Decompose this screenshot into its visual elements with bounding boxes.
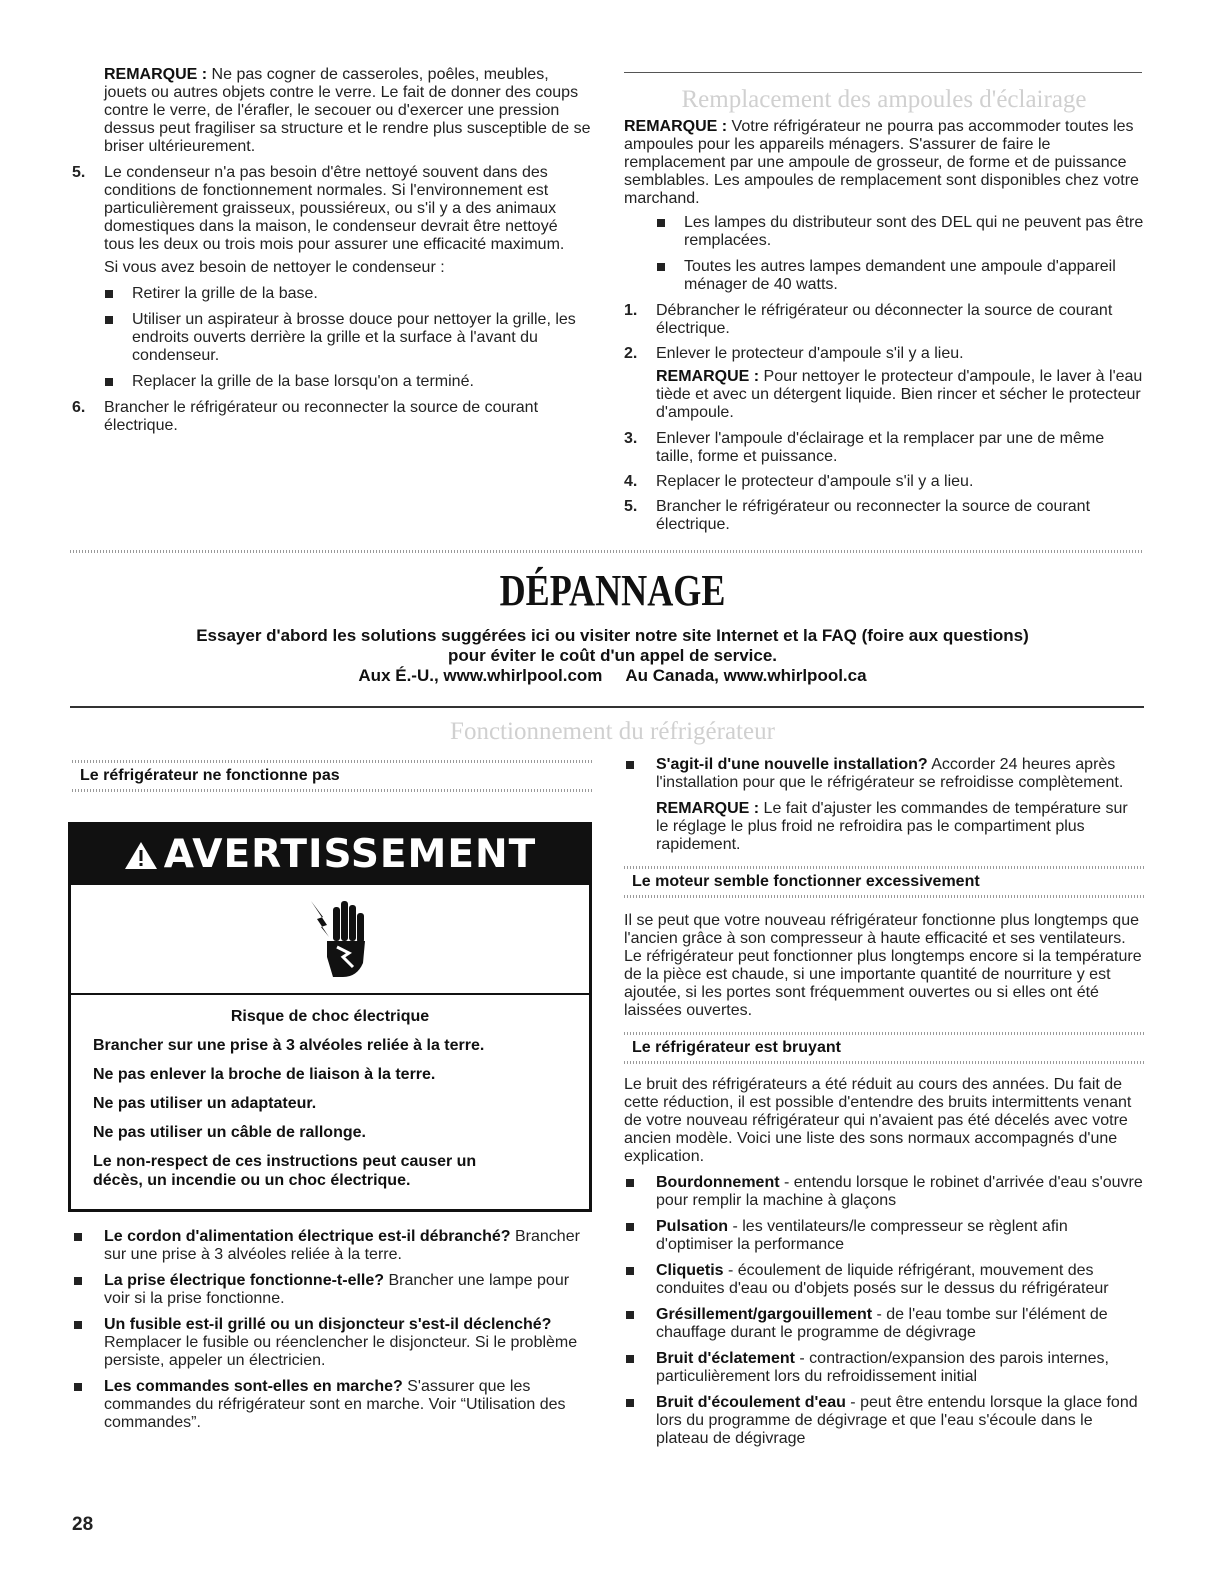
hatched-divider xyxy=(624,895,1144,898)
divider xyxy=(624,72,1142,73)
bullet-icon xyxy=(626,1223,634,1231)
step-number: 6. xyxy=(72,399,86,416)
electric-shock-hand-icon xyxy=(307,897,371,981)
bullet-text: Utiliser un aspirateur à brosse douce pour nettoyer la grille, les endroits ouverts derrière la grille et la surface à l'avant du condenseur. xyxy=(132,311,576,364)
step-number: 4. xyxy=(624,473,638,490)
step-number: 3. xyxy=(624,430,638,447)
step-number: 5. xyxy=(72,164,86,181)
power-checklist xyxy=(72,1228,592,1432)
step-4 xyxy=(624,473,1144,491)
list-item xyxy=(72,1272,592,1308)
bullet-icon xyxy=(626,1179,634,1187)
bullet-question: S'agit-il d'une nouvelle installation? xyxy=(656,756,928,773)
note-label: REMARQUE : xyxy=(656,800,760,817)
paragraph: Le bruit des réfrigérateurs a été réduit au cours des années. Du fait de cette réduction, il est possible d'entendre des bruits intermittents venant de votre nouveau réfrigérateur qui n'avaient pas été décelés avec votre ancien modèle. Voici une liste des sons normaux accompagnés d'une explication. xyxy=(624,1076,1132,1165)
warning-line: Ne pas utiliser un câble de rallonge. xyxy=(93,1124,366,1141)
list-item xyxy=(624,756,1144,792)
section-title: Fonctionnement du réfrigérateur xyxy=(450,718,775,745)
step-subtext: Si vous avez besoin de nettoyer le condenseur : xyxy=(104,259,445,276)
left-top-column xyxy=(72,66,592,435)
noise-text: - les ventilateurs/le compresseur se règlent afin d'optimiser la performance xyxy=(656,1218,1068,1253)
note-label: REMARQUE : xyxy=(624,118,728,135)
subheading-block xyxy=(624,866,1144,898)
warning-line: Risque de choc électrique xyxy=(230,1008,430,1025)
noise-name: Cliquetis xyxy=(656,1262,724,1279)
bullet-question: Un fusible est-il grillé ou un disjoncteur s'est-il déclenché? xyxy=(104,1316,552,1333)
noise-text: - contraction/expansion des parois internes, particulièrement lors du refroidissement initial xyxy=(656,1350,1109,1385)
step-text: Enlever le protecteur d'ampoule s'il y a lieu. xyxy=(656,345,964,362)
intro-line: pour éviter le coût d'un appel de service. xyxy=(447,646,778,665)
noise-text: - peut être entendu lorsque la glace fond lors du programme de dégivrage et que l'eau s'écoule dans le plateau de dégivrage xyxy=(656,1394,1138,1447)
note-label: REMARQUE : xyxy=(656,368,760,385)
step-text: Brancher le réfrigérateur ou reconnecter la source de courant électrique. xyxy=(104,399,539,434)
noise-name: Grésillement/gargouillement xyxy=(656,1306,873,1323)
hatched-divider xyxy=(72,789,592,792)
list-item xyxy=(624,1218,1144,1254)
page-title: DÉPANNAGE xyxy=(499,566,726,615)
step-5 xyxy=(624,498,1144,534)
warning-header-text: AVERTISSEMENT xyxy=(163,832,537,877)
bullet-icon xyxy=(74,1277,82,1285)
bullet-question: La prise électrique fonctionne-t-elle? xyxy=(104,1272,385,1289)
bullet-icon xyxy=(626,1399,634,1407)
step-1 xyxy=(624,302,1144,338)
note-label: REMARQUE : xyxy=(104,66,208,83)
list-item xyxy=(624,1262,1144,1298)
list-item xyxy=(624,214,1144,250)
step-number: 2. xyxy=(624,345,638,362)
list-item xyxy=(624,1174,1144,1210)
step-text: Brancher le réfrigérateur ou reconnecter la source de courant électrique. xyxy=(656,498,1091,533)
step-note xyxy=(656,368,1144,422)
list-item xyxy=(624,1394,1144,1448)
warning-line: Brancher sur une prise à 3 alvéoles reliée à la terre. xyxy=(93,1037,485,1054)
note-text: Ne pas cogner de casseroles, poêles, meubles, jouets ou autres objets contre le verre. Le fait de donner des coups contre le verre, de l'érafler, le secouer ou d'exercer une pression dessus peut fragiliser sa structure et le rendre plus susceptible de se briser ultérieurement. xyxy=(104,66,591,155)
note-text: Le fait d'ajuster les commandes de température sur le réglage le plus froid ne refroidira pas le compartiment plus rapidement. xyxy=(656,800,1128,853)
right-top-column xyxy=(624,86,1144,534)
hatched-divider xyxy=(70,550,1144,553)
note-text: Pour nettoyer le protecteur d'ampoule, le laver à l'eau tiède et avec un détergent liquide. Bien rincer et sécher le protecteur d'ampoule. xyxy=(656,368,1143,421)
noise-text: - écoulement de liquide réfrigérant, mouvement des conduites d'eau ou d'objets posés sur le dessus du réfrigérateur xyxy=(656,1262,1109,1297)
step-2 xyxy=(624,345,1144,422)
noise-name: Pulsation xyxy=(656,1218,729,1235)
noise-text: - entendu lorsque le robinet d'arrivée d'eau s'ouvre pour remplir la machine à glaçons xyxy=(656,1174,1143,1209)
bulb-note xyxy=(624,118,1144,208)
intro-line: Aux É.-U., www.whirlpool.com Au Canada, www.whirlpool.ca xyxy=(358,666,867,685)
list-item xyxy=(72,285,592,303)
bullet-icon xyxy=(74,1321,82,1329)
glass-note xyxy=(72,66,592,156)
warning-divider xyxy=(71,993,589,995)
bullet-icon xyxy=(74,1383,82,1391)
warning-box xyxy=(68,822,592,1212)
bullet-icon xyxy=(657,219,665,227)
bullet-question: Les commandes sont-elles en marche? xyxy=(104,1378,403,1395)
bullet-icon xyxy=(105,378,113,386)
warning-triangle-icon xyxy=(124,840,158,870)
list-item xyxy=(72,1316,592,1370)
warning-line: Ne pas enlever la broche de liaison à la terre. xyxy=(93,1066,436,1083)
bullet-icon xyxy=(626,1267,634,1275)
bullet-icon xyxy=(626,761,634,769)
list-item xyxy=(72,373,592,391)
note-text: Votre réfrigérateur ne pourra pas accommoder toutes les ampoules pour les appareils ménagers. S'assurer de faire le remplacement par une ampoule de grosseur, de forme et de puissance semblables. Les ampoules de remplacement sont disponibles chez votre marchand. xyxy=(624,118,1139,207)
intro-line: Essayer d'abord les solutions suggérées ici ou visiter notre site Internet et la FAQ (foire aux questions) xyxy=(196,626,1029,645)
list-item xyxy=(624,1350,1144,1386)
bullet-text: Toutes les autres lampes demandent une ampoule d'appareil ménager de 40 watts. xyxy=(684,258,1116,293)
subheading-block xyxy=(624,1032,1144,1064)
bullet-text: Brancher sur une prise à 3 alvéoles reliée à la terre. xyxy=(104,1228,580,1263)
list-item xyxy=(624,258,1144,294)
bullet-icon xyxy=(105,290,113,298)
step-text: Le condenseur n'a pas besoin d'être nettoyé souvent dans des conditions de fonctionnement normales. Si l'environnement est particulièrement graisseux, poussiéreux, ou s'il y a des animaux domestiques dans la maison, le condenseur devrait être nettoyé tous les deux ou trois mois pour assurer une efficacité maximum. xyxy=(104,164,565,253)
bullet-text: Retirer la grille de la base. xyxy=(132,285,318,302)
bullet-text: Brancher une lampe pour voir si la prise fonctionne. xyxy=(104,1272,570,1307)
list-item xyxy=(72,1228,592,1264)
noise-name: Bourdonnement xyxy=(656,1174,780,1191)
list-item xyxy=(72,1378,592,1432)
subheading: Le réfrigérateur ne fonctionne pas xyxy=(80,767,340,784)
bullet-icon xyxy=(105,316,113,324)
noise-name: Bruit d'éclatement xyxy=(656,1350,795,1367)
bullet-icon xyxy=(74,1233,82,1241)
bullet-question: Le cordon d'alimentation électrique est-il débranché? xyxy=(104,1228,511,1245)
warning-line: Ne pas utiliser un adaptateur. xyxy=(93,1095,317,1112)
warning-header xyxy=(71,825,589,885)
page-number: 28 xyxy=(72,1514,94,1535)
section-title: Remplacement des ampoules d'éclairage xyxy=(681,86,1087,113)
bullet-text: S'assurer que les commandes du réfrigérateur sont en marche. Voir “Utilisation des commandes”. xyxy=(104,1378,566,1431)
step-5 xyxy=(72,164,592,277)
step-6 xyxy=(72,399,592,435)
step-text: Débrancher le réfrigérateur ou déconnecter la source de courant électrique. xyxy=(656,302,1113,337)
hatched-divider xyxy=(624,1061,1144,1064)
divider xyxy=(70,706,1144,708)
step-text: Enlever l'ampoule d'éclairage et la remplacer par une de même taille, forme et puissance. xyxy=(656,430,1105,465)
bullet-icon xyxy=(626,1355,634,1363)
bullet-text: Accorder 24 heures après l'installation pour que le réfrigérateur se refroidisse complètement. xyxy=(656,756,1124,791)
warning-line: Le non-respect de ces instructions peut causer un décès, un incendie ou un choc électrique. xyxy=(93,1153,477,1189)
noise-text: - de l'eau tombe sur l'élément de chauffage durant le programme de dégivrage xyxy=(656,1306,1108,1341)
paragraph: Il se peut que votre nouveau réfrigérateur fonctionne plus longtemps que l'ancien grâce à son compresseur à haute efficacité et ses ventilateurs. Le réfrigérateur peut fonctionner plus longtemps encore si la température de la pièce est chaude, si une importante quantité de nourriture y est ajoutée, si les portes sont fréquemment ouvertes ou si elles ont été laissées ouvertes. xyxy=(624,912,1142,1019)
subheading: Le réfrigérateur est bruyant xyxy=(632,1039,841,1056)
list-item xyxy=(72,311,592,365)
subheading-block xyxy=(72,760,592,792)
step-text: Replacer le protecteur d'ampoule s'il y a lieu. xyxy=(656,473,974,490)
bullet-text: Replacer la grille de la base lorsqu'on a terminé. xyxy=(132,373,474,390)
subheading: Le moteur semble fonctionner excessivement xyxy=(632,873,980,890)
list-item xyxy=(624,1306,1144,1342)
step-3 xyxy=(624,430,1144,466)
right-bottom-column xyxy=(624,756,1144,1448)
step-number: 1. xyxy=(624,302,638,319)
install-note xyxy=(624,800,1144,854)
warning-text xyxy=(71,1007,589,1200)
troubleshooting-intro xyxy=(0,626,1225,686)
bullet-icon xyxy=(657,263,665,271)
bullet-text: Remplacer le fusible ou réenclencher le disjoncteur. Si le problème persiste, appeler un électricien. xyxy=(104,1334,578,1369)
bullet-icon xyxy=(626,1311,634,1319)
noise-name: Bruit d'écoulement d'eau xyxy=(656,1394,846,1411)
step-number: 5. xyxy=(624,498,638,515)
bullet-text: Les lampes du distributeur sont des DEL qui ne peuvent pas être remplacées. xyxy=(684,214,1144,249)
